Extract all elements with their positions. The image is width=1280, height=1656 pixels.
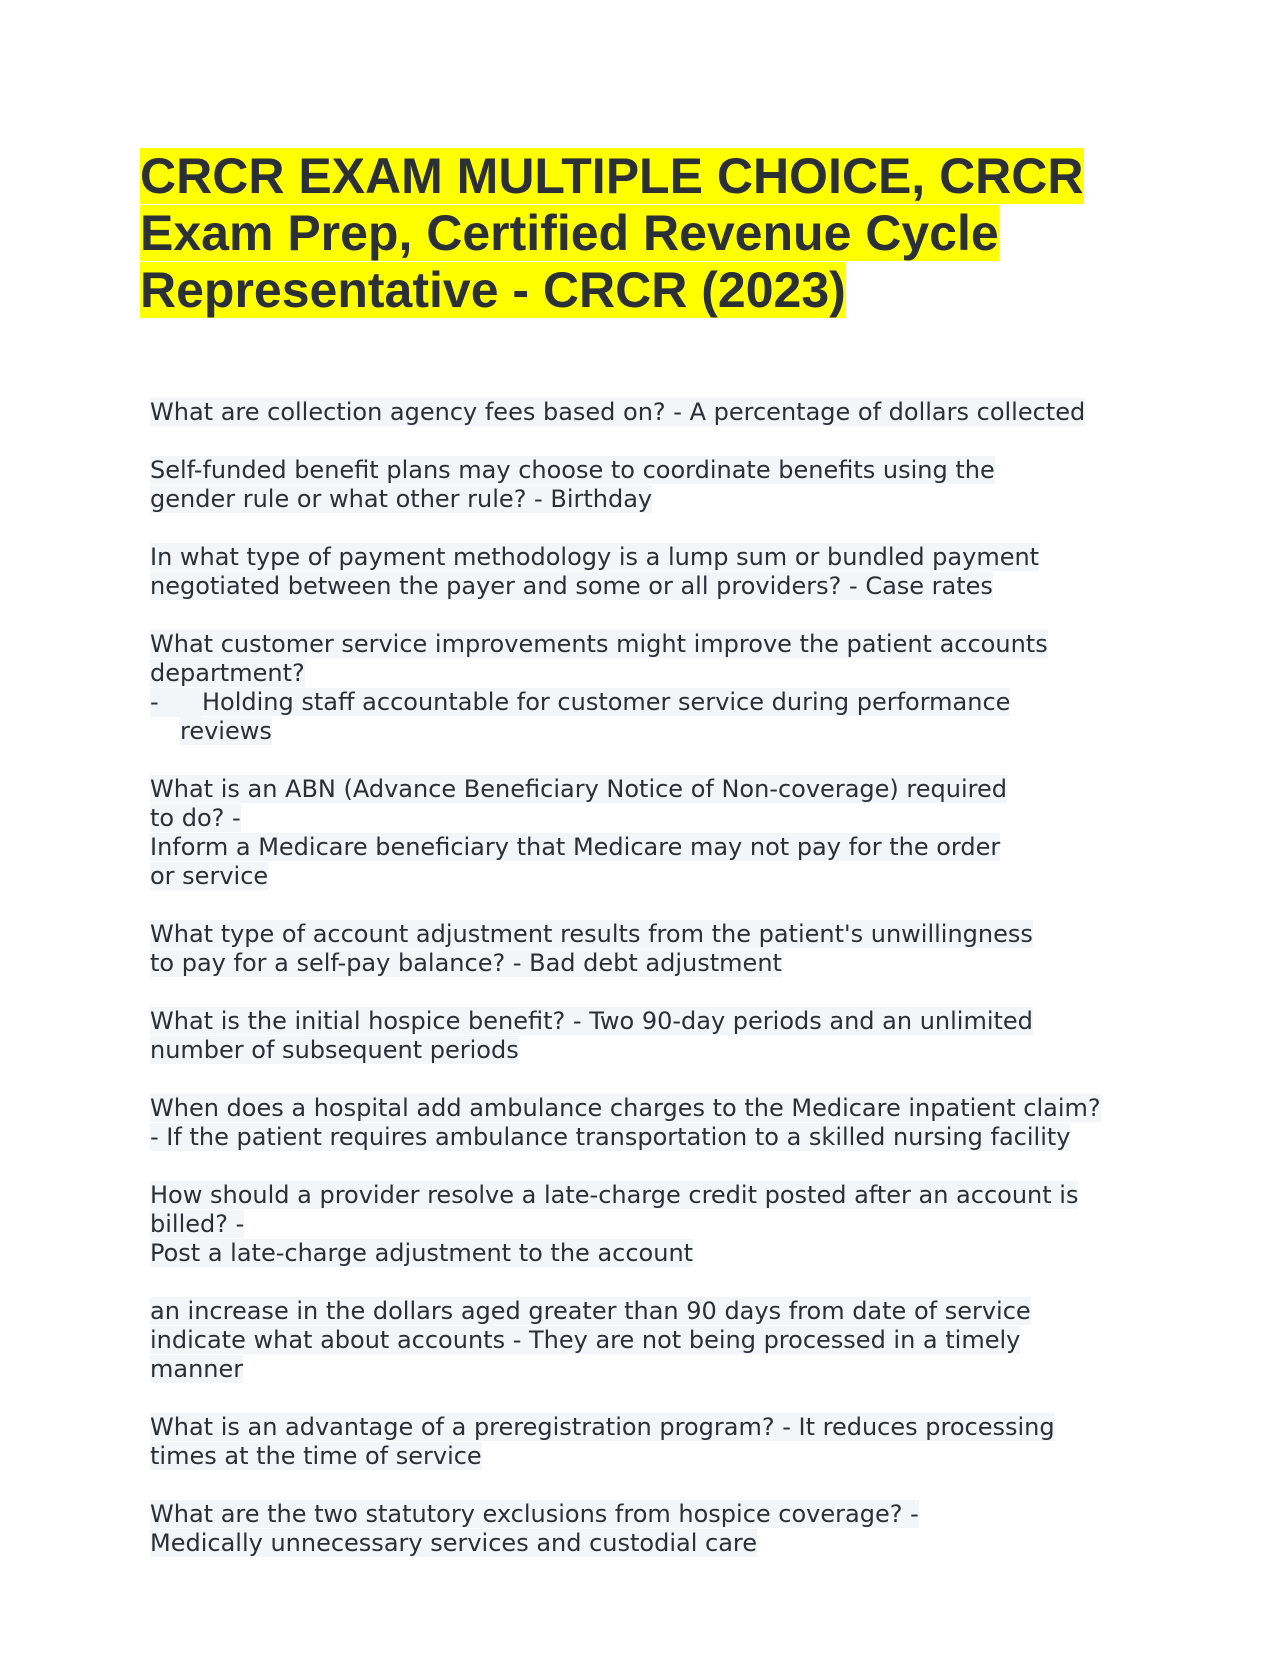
answer-block: [150, 1529, 1050, 1558]
answer-text: Holding staff accountable for customer service during performance: [202, 688, 1011, 716]
question-text: How should a provider resolve a late-charge credit posted after an account is billed? -: [150, 1181, 1079, 1238]
answer-text: Medically unnecessary services and custodial care: [150, 1529, 758, 1557]
question-text: Self-funded benefit plans may choose to coordinate benefits using the gender rule or what other rule? -: [150, 456, 995, 513]
question-text: What is an advantage of a preregistration program? -: [150, 1413, 799, 1441]
question-text: What is the initial hospice benefit? -: [150, 1007, 590, 1035]
answer-bullet: [150, 688, 1070, 746]
question-text: In what type of payment methodology is a lump sum or bundled payment negotiated between the payer and some or all providers? -: [150, 543, 1040, 600]
qa-item: [150, 630, 1070, 746]
qa-item: [150, 1500, 1050, 1558]
answer-text-continued: reviews: [180, 717, 272, 745]
answer-text: Inform a Medicare beneficiary that Medicare may not pay for the order or service: [150, 833, 1001, 890]
answer-text: If the patient requires ambulance transportation to a skilled nursing facility: [166, 1123, 1071, 1151]
qa-item: [150, 1007, 1070, 1065]
qa-item: [150, 920, 1050, 978]
question-text: What is an ABN (Advance Beneficiary Notice of Non-coverage) required to do? -: [150, 775, 1007, 832]
qa-item: [150, 398, 1150, 427]
dash-mark: -: [150, 688, 202, 717]
question-text: an increase in the dollars aged greater than 90 days from date of service indicate what about accounts -: [150, 1297, 1031, 1354]
qa-item: [150, 1297, 1060, 1384]
question-text: What are the two statutory exclusions from hospice coverage? -: [150, 1500, 919, 1528]
answer-text: Birthday: [550, 485, 653, 513]
document-title: [140, 148, 1120, 319]
qa-item: [150, 456, 1010, 514]
document-title-text: CRCR EXAM MULTIPLE CHOICE, CRCR Exam Prep, Certified Revenue Cycle Representative - CRCR (2023): [140, 148, 1084, 318]
qa-item: [150, 775, 1030, 891]
answer-text: Bad debt adjustment: [529, 949, 782, 977]
question-text: What type of account adjustment results from the patient's unwillingness to pay for a self-pay balance? -: [150, 920, 1033, 977]
question-text: What customer service improvements might improve the patient accounts department?: [150, 630, 1048, 687]
answer-block: [150, 1239, 1090, 1268]
answer-text: Two 90-day periods and an unlimited number of subsequent periods: [150, 1007, 1033, 1064]
answer-text: A percentage of dollars collected: [689, 398, 1086, 426]
answer-text: It reduces processing times at the time of service: [150, 1413, 1055, 1470]
answer-text: Post a late-charge adjustment to the account: [150, 1239, 694, 1267]
answer-text: Case rates: [865, 572, 993, 600]
qa-item: [150, 1413, 1090, 1471]
qa-item: [150, 1181, 1090, 1268]
answer-block: [150, 833, 1030, 891]
qa-list: [150, 398, 1150, 1587]
question-text: When does a hospital add ambulance charges to the Medicare inpatient claim? -: [150, 1094, 1101, 1151]
answer-text: They are not being processed in a timely manner: [150, 1326, 1021, 1383]
answer-continuation: [150, 717, 1070, 746]
qa-item: [150, 543, 1050, 601]
qa-item: [150, 1094, 1110, 1152]
question-text: What are collection agency fees based on? -: [150, 398, 690, 426]
